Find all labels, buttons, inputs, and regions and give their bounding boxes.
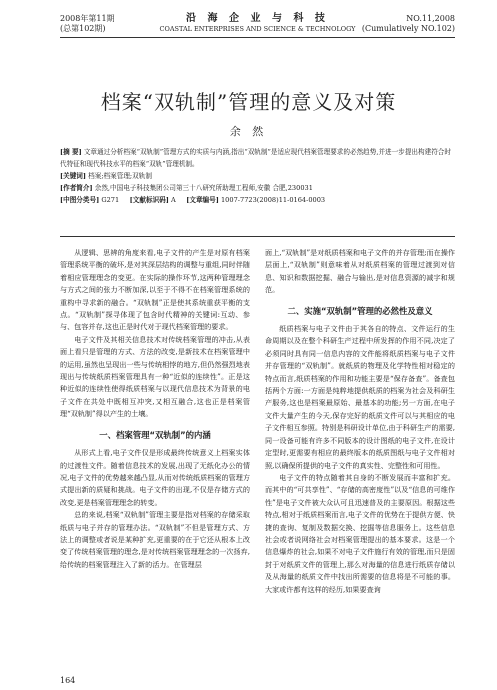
right-column xyxy=(265,247,455,596)
journal-name-en: COASTAL ENTERPRISES AND SCIENCE & TECHNOLOGY xyxy=(159,25,356,33)
article-title: 档案“双轨制”管理的意义及对策 xyxy=(100,90,397,114)
author-info-text: 余然,中国电子科技集团公司第三十八研究所助理工程师,安徽 合肥,230031 xyxy=(94,184,313,192)
article-no-label: [文章编号] xyxy=(186,196,219,204)
issue-en: NO.11,2008 xyxy=(406,14,455,23)
author-info-label: [作者简介] xyxy=(60,184,93,192)
left-column xyxy=(60,247,250,571)
article-meta xyxy=(60,146,455,206)
body-paragraph: 电子文件的特点随着其自身的不断发展而丰富和扩充。而其中的“可共享性”、“存储的高密度性”以及“信息的可维作性”是电子文件被大众认可且迅速普及的主要原因。根据这些特点,相对于纸质档案而言,电子文件的优势在于提供方便、快捷的查询、复制及数据交换、挖掘等信息服务上。这些信息社会或者说网络社会对档案管理提出的基本要求。这是一个信息爆炸的社会,如果不对电子文件施行有效的管理,而只是固封于对纸质文件的管理上,那么对海量的信息进行纸质存储以及从海量的纸质文件中找出所需要的信息将是不可能的事。大家或许都有这样的经历,如果要查询 xyxy=(265,472,455,594)
body-paragraph: 面上,“双轨制”是对纸质档案和电子文件的并存管理;而在操作层面上,“双轨制”则意味着从对纸质档案的管理过渡到对信息、知识和数据挖掘、融合与输出,是对信息资源的减字和规范。 xyxy=(265,248,455,295)
body-paragraph: 从逻辑、思辨的角度来看,电子文件的产生是对原有档案管理系统平衡的破坏,是对其深层结构的调整与重组,同时伴随着相应管理理念的变更。在实际的操作环节,这两种管理理念与方式之间的张力不断加深,以至于不得不在档案管理系统的重构中寻求新的融合。“双轨制”正是使其系统重获平衡的支点。“双轨制”探寻体现了包含时代精神的关键词:互动、参与、包容并存,这也正是时代对于现代档案管理的要求。 xyxy=(60,248,250,332)
abstract-label: [摘 要] xyxy=(60,148,82,156)
header-rule xyxy=(60,37,455,38)
journal-name-cn: 沿 海 企 业 与 科 技 xyxy=(186,13,329,24)
page-number: 164 xyxy=(60,676,76,685)
body-paragraph: 从形式上看,电子文件仅是形成最终传统意义上档案实体的过渡性文件。随着信息技术的发展,出现了无纸化办公的情况,电子文件的优势越来越凸显,从而对传统纸质档案的管理方式提出新的质疑和挑战。电子文件的出现,不仅是存储方式的改变,更是档案管理理念的转变。 xyxy=(60,448,250,507)
body-paragraph: 电子文件及其相关信息技术对传统档案管理的冲击,从表面上看只是管理的方式、方法的改变,是新技术在档案管理中的运用,虽然也呈现出一些与传统相悖的地方,但仍然强烈地表现出与传统纸质档案管理具有一种“近似的连续性”。正是这种近似的连续性使得纸质档案与以现代信息技术为背景的电子文件在共处中既相互冲突,又相互融合,这也正是档案管理“双轨制”得以产生的土壤。 xyxy=(60,334,250,419)
article-no-value: 1007-7723(2008)11-0164-0003 xyxy=(220,196,326,204)
clc-value: G271 xyxy=(101,196,120,204)
keywords-text: 档案;档案管理;双轨制 xyxy=(88,172,152,180)
body-paragraph: 纸质档案与电子文件由于其各自的特点、文件运行的生命周期以及在整个科研生产过程中所发挥的作用不同,决定了必须同时具有同一信息内容的文件能将纸质档案与电子文件并存管理的“双轨制”。就纸质的物理及化学特性相对稳定的特点而言,纸质档案的作用和功能主要是“保存备查”。备查包括两个方面:一方面是纯粹地提供纸质的档案为社会及科研生产服务,这也是档案最原始、最基本的功能;另一方面,在电子文件大量产生的今天,保存完好的纸质文件可以与其相应的电子文件相互参照。特别是科研设计单位,由于科研生产的需要,同一设备可能有许多不同版本的设计图纸的电子文件,在设计定型时,更需要有相应的最终版本的纸质图纸与电子文件相对照,以确保所提供的电子文件的真实性、完整性和可用性。 xyxy=(265,324,455,470)
keywords-label: [关键词] xyxy=(60,172,87,180)
author-info xyxy=(60,182,455,194)
classification xyxy=(60,194,455,206)
clc-label: [中图分类号] xyxy=(60,196,100,204)
issue-en-block xyxy=(362,14,455,34)
issue-total-cn: (总第102期) xyxy=(60,24,106,33)
body-paragraph: 总的来说,档案“双轨制”管理主要是指对档案的存储采取纸质与电子并存的管理办法。“双轨制”不但是管理方式、方法上的调整或者说是某种扩充,更重要的在于它还从根本上改变了传统档案管理的理念,是对传统档案管理理念的一次扬弃,给传统的档案管理注入了新的活力。在管理层 xyxy=(60,510,250,569)
article-author: 余 然 xyxy=(229,125,268,138)
section-heading-1: 一、档案管理“双轨制”的内涵 xyxy=(99,429,211,440)
abstract-text: 文章通过分析档案“双轨制”管理方式的实质与内涵,指出“双轨制”是适应现代档案管理要求的必然趋势,并进一步提出构建符合时代特征和现代科技水平的档案“双轨”管理机制。 xyxy=(60,148,451,168)
keywords xyxy=(60,170,455,182)
meta-rule xyxy=(60,236,455,237)
section-heading-2: 二、实施“双轨制”管理的必然性及意义 xyxy=(287,305,433,316)
doc-code-value: A xyxy=(171,196,176,204)
abstract xyxy=(60,146,455,170)
doc-code-label: [文献标识码] xyxy=(129,196,169,204)
issue-cn: 2008年第11期 xyxy=(60,14,115,23)
issue-total-en: (Cumulatively NO.102) xyxy=(361,24,455,33)
